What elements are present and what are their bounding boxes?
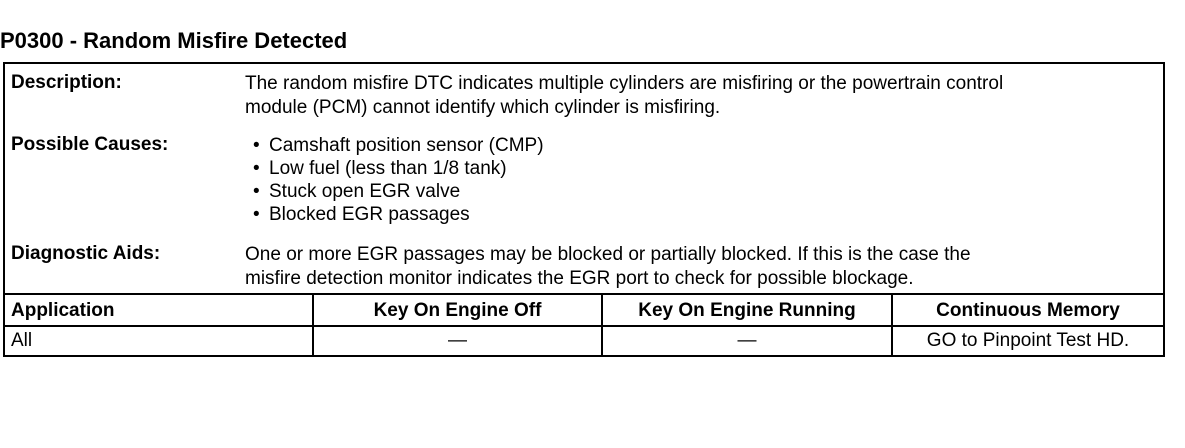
diagnostic-aids-label: Diagnostic Aids: (11, 243, 161, 264)
dtc-info-table (3, 62, 1165, 357)
cell-key-on-engine-running: — (737, 330, 757, 351)
column-divider (312, 295, 314, 327)
table-header-row (5, 295, 1163, 327)
column-divider (891, 325, 893, 357)
cell-continuous-memory: GO to Pinpoint Test HD. (926, 330, 1130, 351)
header-key-on-engine-running: Key On Engine Running (638, 300, 856, 321)
possible-causes-list (249, 134, 544, 226)
cause-item: • Stuck open EGR valve (249, 180, 544, 203)
cause-item: • Blocked EGR passages (249, 203, 544, 226)
cause-item: • Camshaft position sensor (CMP) (249, 134, 544, 157)
header-key-on-engine-off: Key On Engine Off (373, 300, 542, 321)
description-text (245, 72, 1003, 120)
column-divider (891, 295, 893, 327)
description-line: module (PCM) cannot identify which cylinder is misfiring. (245, 97, 721, 118)
column-divider (312, 325, 314, 357)
cell-application: All (11, 330, 33, 351)
diagnostic-aids-line: One or more EGR passages may be blocked or partially blocked. If this is the case the (245, 244, 971, 265)
header-application: Application (11, 300, 115, 321)
cell-key-on-engine-off: — (448, 330, 467, 351)
diagnostic-aids-text (245, 243, 971, 291)
header-continuous-memory: Continuous Memory (936, 300, 1120, 321)
cause-item: • Low fuel (less than 1/8 tank) (249, 157, 544, 180)
description-label: Description: (11, 72, 122, 93)
table-row (5, 325, 1163, 357)
column-divider (601, 295, 603, 327)
possible-causes-label: Possible Causes: (11, 134, 169, 155)
page-title: P0300 - Random Misfire Detected (0, 28, 348, 53)
column-divider (601, 325, 603, 357)
description-line: The random misfire DTC indicates multiple cylinders are misfiring or the powertrain control (245, 73, 1004, 94)
diagnostic-aids-line: misfire detection monitor indicates the EGR port to check for possible blockage. (245, 268, 914, 289)
